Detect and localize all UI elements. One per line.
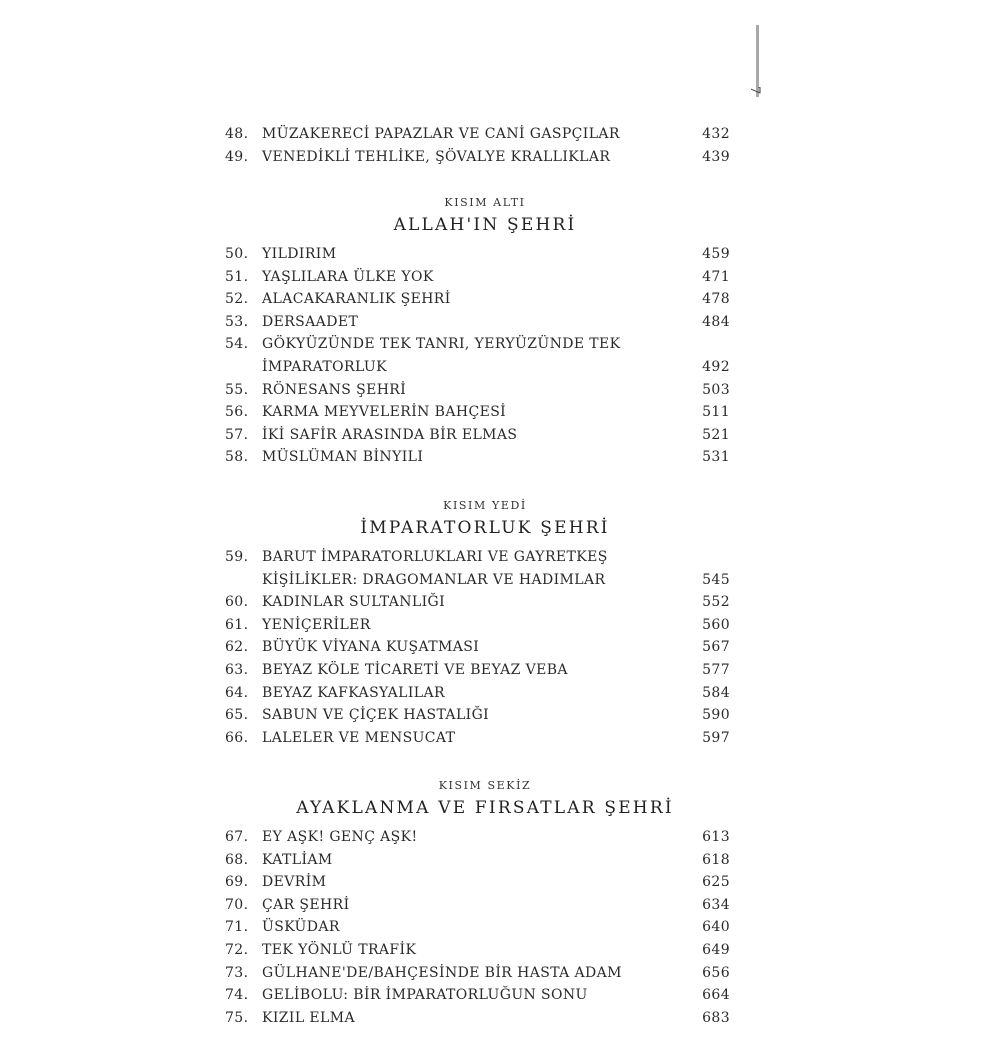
- entry-page: 656: [702, 964, 730, 981]
- toc-entry: [225, 659, 730, 681]
- page-number: 7: [747, 86, 762, 95]
- entry-number: 52.: [225, 291, 249, 308]
- toc-entry: [225, 333, 730, 355]
- entry-number: 66.: [225, 729, 249, 746]
- entry-title: EY AŞK! GENÇ AŞK!: [262, 829, 418, 845]
- entry-page: 552: [702, 594, 730, 611]
- entry-title: ALACAKARANLIK ŞEHRİ: [262, 291, 451, 308]
- toc-entry: [225, 894, 730, 916]
- entry-title: LALELER VE MENSUCAT: [262, 729, 456, 746]
- entry-page: 649: [702, 942, 730, 958]
- entry-number: 49.: [225, 148, 249, 165]
- entry-title: İKİ SAFİR ARASINDA BİR ELMAS: [262, 426, 518, 443]
- entry-page: 618: [702, 851, 730, 868]
- entry-number: 56.: [225, 404, 249, 421]
- toc-entry: [225, 379, 730, 401]
- entry-number: 64.: [225, 684, 249, 701]
- entry-page: 484: [702, 313, 730, 330]
- toc-entry: [225, 266, 730, 288]
- entry-number: 50.: [225, 246, 249, 262]
- entry-number: 73.: [225, 964, 249, 981]
- entry-number: 61.: [225, 616, 249, 633]
- entry-number: 63.: [225, 662, 249, 678]
- entry-page: 439: [702, 148, 730, 165]
- toc-entry: [225, 401, 730, 423]
- entry-title: SABUN VE ÇİÇEK HASTALIĞI: [262, 707, 490, 724]
- entry-title-continued: KİŞİLİKLER: DRAGOMANLAR VE HADIMLAR: [262, 571, 606, 588]
- entry-title: MÜZAKERECİ PAPAZLAR VE CANİ GASPÇILAR: [262, 126, 620, 142]
- toc-entry: [225, 288, 730, 310]
- entry-page: 590: [702, 707, 730, 724]
- toc-entry: [225, 243, 730, 265]
- entry-number: 67.: [225, 829, 249, 845]
- part-label: KISIM ALTI: [444, 196, 526, 209]
- entry-number: 54.: [225, 336, 249, 353]
- toc-entry: [225, 1007, 730, 1029]
- entry-page: 634: [702, 896, 730, 913]
- entry-title: BEYAZ KÖLE TİCARETİ VE BEYAZ VEBA: [262, 662, 568, 678]
- entry-title: YAŞLILARA ÜLKE YOK: [262, 268, 434, 285]
- entry-page: 478: [702, 291, 730, 308]
- entry-number: 68.: [225, 851, 249, 868]
- entry-number: 75.: [225, 1009, 249, 1026]
- entry-number: 65.: [225, 707, 249, 724]
- entry-title: KATLİAM: [262, 851, 333, 868]
- toc-entry: [225, 939, 730, 961]
- entry-number: 60.: [225, 594, 249, 611]
- entry-title: DERSAADET: [262, 313, 359, 330]
- entry-number: 72.: [225, 942, 249, 958]
- toc-entry: [225, 916, 730, 938]
- entry-page: 560: [702, 616, 730, 633]
- entry-page: 683: [702, 1009, 730, 1026]
- entry-page: 545: [702, 571, 730, 588]
- part-label: KISIM SEKİZ: [438, 779, 532, 792]
- toc-entry: [225, 871, 730, 893]
- entry-title: GÖKYÜZÜNDE TEK TANRI, YERYÜZÜNDE TEK: [262, 336, 621, 353]
- toc-entry: [225, 704, 730, 726]
- entry-page: 511: [702, 404, 730, 421]
- entry-page: 625: [702, 874, 730, 891]
- part-label: KISIM YEDİ: [443, 499, 527, 512]
- toc-entry: [225, 591, 730, 613]
- entry-title: DEVRİM: [262, 874, 327, 891]
- entry-title: KADINLAR SULTANLIĞI: [262, 594, 446, 611]
- entry-number: 74.: [225, 987, 249, 1004]
- entry-title: GELİBOLU: BİR İMPARATORLUĞUN SONU: [262, 987, 588, 1004]
- toc-entry-continuation: [225, 356, 730, 378]
- entry-number: 58.: [225, 449, 249, 466]
- part-title: AYAKLANMA VE FIRSATLAR ŞEHRİ: [296, 798, 674, 818]
- toc-entry: [225, 727, 730, 749]
- entry-title: ÜSKÜDAR: [262, 919, 340, 936]
- entry-page: 577: [702, 662, 730, 678]
- entry-number: 62.: [225, 639, 249, 656]
- toc-entry-continuation: [225, 569, 730, 591]
- entry-number: 53.: [225, 313, 249, 330]
- entry-page: 521: [702, 426, 730, 443]
- toc-entry: [225, 311, 730, 333]
- entry-page: 503: [702, 381, 730, 398]
- entry-number: 51.: [225, 268, 249, 285]
- toc-entry: [225, 826, 730, 848]
- entry-title: MÜSLÜMAN BİNYILI: [262, 449, 424, 466]
- entry-title: GÜLHANE'DE/BAHÇESİNDE BİR HASTA ADAM: [262, 964, 622, 981]
- entry-page: 597: [702, 729, 730, 746]
- entry-number: 48.: [225, 126, 249, 142]
- entry-title: VENEDİKLİ TEHLİKE, ŞÖVALYE KRALLIKLAR: [262, 148, 611, 165]
- toc-entry: [225, 546, 730, 568]
- entry-title: YENİÇERİLER: [262, 616, 371, 633]
- entry-page: 432: [702, 126, 730, 142]
- entry-number: 69.: [225, 874, 249, 891]
- entry-page: 567: [702, 639, 730, 656]
- toc-entry: [225, 849, 730, 871]
- toc-entry: [225, 123, 730, 145]
- toc-entry: [225, 146, 730, 168]
- entry-title: KIZIL ELMA: [262, 1009, 355, 1026]
- entry-page: 492: [702, 359, 730, 375]
- part-title: ALLAH'IN ŞEHRİ: [393, 215, 577, 235]
- entry-title: BÜYÜK VİYANA KUŞATMASI: [262, 639, 480, 656]
- entry-page: 664: [702, 987, 730, 1004]
- entry-number: 70.: [225, 896, 249, 913]
- entry-title: TEK YÖNLÜ TRAFİK: [262, 942, 417, 958]
- entry-title: YILDIRIM: [262, 246, 337, 262]
- entry-title: BEYAZ KAFKASYALILAR: [262, 684, 445, 701]
- toc-entry: [225, 614, 730, 636]
- toc-entry: [225, 424, 730, 446]
- entry-title: ÇAR ŞEHRİ: [262, 896, 350, 913]
- toc-entry: [225, 984, 730, 1006]
- entry-title: BARUT İMPARATORLUKLARI VE GAYRETKEŞ: [262, 549, 608, 565]
- toc-entry: [225, 962, 730, 984]
- entry-number: 59.: [225, 549, 249, 565]
- entry-page: 613: [702, 829, 730, 845]
- entry-title-continued: İMPARATORLUK: [262, 359, 387, 375]
- entry-page: 531: [702, 449, 730, 466]
- toc-entry: [225, 446, 730, 468]
- entry-title: RÖNESANS ŞEHRİ: [262, 381, 407, 398]
- entry-page: 640: [702, 919, 730, 936]
- toc-entry: [225, 636, 730, 658]
- part-title: İMPARATORLUK ŞEHRİ: [360, 518, 610, 538]
- entry-page: 584: [702, 684, 730, 701]
- entry-title: KARMA MEYVELERİN BAHÇESİ: [262, 404, 507, 421]
- toc-entry: [225, 682, 730, 704]
- entry-number: 71.: [225, 919, 249, 936]
- entry-page: 459: [702, 246, 730, 262]
- entry-page: 471: [702, 268, 730, 285]
- entry-number: 55.: [225, 381, 249, 398]
- entry-number: 57.: [225, 426, 249, 443]
